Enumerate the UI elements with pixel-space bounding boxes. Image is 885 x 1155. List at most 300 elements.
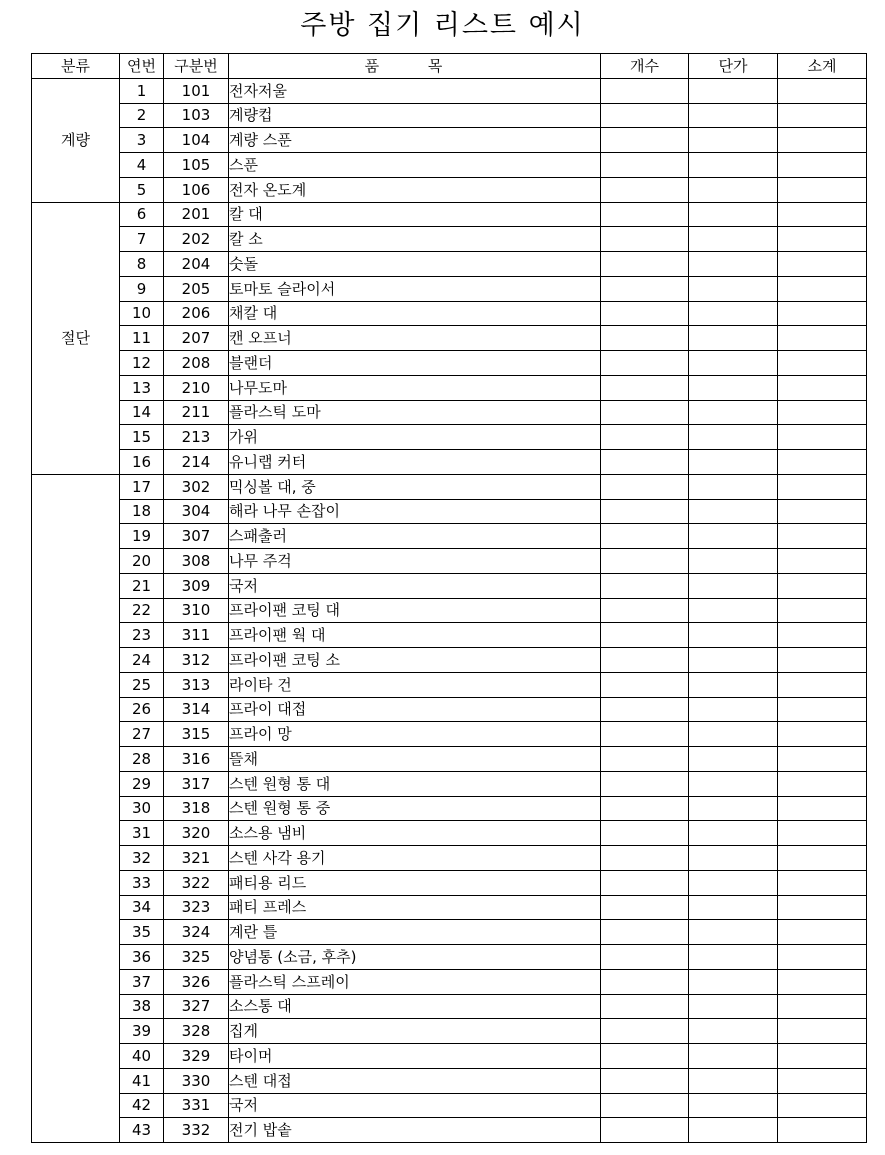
code-cell: 314 [164, 697, 229, 722]
code-cell: 329 [164, 1044, 229, 1069]
count-cell [601, 821, 689, 846]
header-count: 개수 [601, 54, 689, 79]
subtotal-cell [778, 771, 867, 796]
seq-cell: 2 [120, 103, 164, 128]
price-cell [689, 796, 778, 821]
subtotal-cell [778, 301, 867, 326]
item-name-cell: 국저 [229, 573, 601, 598]
subtotal-cell [778, 425, 867, 450]
seq-cell: 25 [120, 672, 164, 697]
price-cell [689, 375, 778, 400]
table-row [32, 895, 867, 920]
subtotal-cell [778, 920, 867, 945]
table-row [32, 648, 867, 673]
item-name-cell: 프라이팬 코팅 소 [229, 648, 601, 673]
seq-cell: 30 [120, 796, 164, 821]
code-cell: 104 [164, 128, 229, 153]
item-name-cell: 전기 밥솥 [229, 1118, 601, 1143]
seq-cell: 33 [120, 870, 164, 895]
seq-cell: 22 [120, 598, 164, 623]
code-cell: 330 [164, 1068, 229, 1093]
price-cell [689, 697, 778, 722]
code-cell: 312 [164, 648, 229, 673]
kitchen-items-table [31, 53, 867, 1143]
price-cell [689, 474, 778, 499]
item-name-cell: 소스통 대 [229, 994, 601, 1019]
subtotal-cell [778, 796, 867, 821]
subtotal-cell [778, 202, 867, 227]
code-cell: 211 [164, 400, 229, 425]
subtotal-cell [778, 326, 867, 351]
seq-cell: 28 [120, 747, 164, 772]
code-cell: 332 [164, 1118, 229, 1143]
table-row [32, 598, 867, 623]
item-name-cell: 캔 오프너 [229, 326, 601, 351]
subtotal-cell [778, 1019, 867, 1044]
subtotal-cell [778, 549, 867, 574]
code-cell: 324 [164, 920, 229, 945]
seq-cell: 7 [120, 227, 164, 252]
code-cell: 208 [164, 351, 229, 376]
count-cell [601, 1093, 689, 1118]
item-name-cell: 패티용 리드 [229, 870, 601, 895]
subtotal-cell [778, 1068, 867, 1093]
item-name-cell: 나무 주걱 [229, 549, 601, 574]
page-title: 주방 집기 리스트 예시 [300, 10, 585, 41]
item-name-cell: 플라스틱 스프레이 [229, 969, 601, 994]
code-cell: 206 [164, 301, 229, 326]
price-cell [689, 202, 778, 227]
subtotal-cell [778, 450, 867, 475]
table-row [32, 846, 867, 871]
code-cell: 311 [164, 623, 229, 648]
price-cell [689, 499, 778, 524]
item-name-cell: 블랜더 [229, 351, 601, 376]
code-cell: 309 [164, 573, 229, 598]
item-name-cell: 스텐 사각 용기 [229, 846, 601, 871]
item-name-cell: 패티 프레스 [229, 895, 601, 920]
item-name-cell: 계란 틀 [229, 920, 601, 945]
count-cell [601, 747, 689, 772]
category-cell [32, 474, 120, 1142]
seq-cell: 20 [120, 549, 164, 574]
item-name-cell: 유니랩 커터 [229, 450, 601, 475]
code-cell: 323 [164, 895, 229, 920]
code-cell: 318 [164, 796, 229, 821]
seq-cell: 24 [120, 648, 164, 673]
subtotal-cell [778, 375, 867, 400]
table-row [32, 78, 867, 103]
code-cell: 322 [164, 870, 229, 895]
price-cell [689, 771, 778, 796]
price-cell [689, 1068, 778, 1093]
code-cell: 317 [164, 771, 229, 796]
code-cell: 320 [164, 821, 229, 846]
code-cell: 103 [164, 103, 229, 128]
item-name-cell: 양념통 (소금, 후추) [229, 945, 601, 970]
price-cell [689, 351, 778, 376]
item-name-cell: 해라 나무 손잡이 [229, 499, 601, 524]
subtotal-cell [778, 821, 867, 846]
subtotal-cell [778, 648, 867, 673]
item-name-cell: 프라이 망 [229, 722, 601, 747]
subtotal-cell [778, 945, 867, 970]
code-cell: 201 [164, 202, 229, 227]
subtotal-cell [778, 524, 867, 549]
table-row [32, 450, 867, 475]
price-cell [689, 425, 778, 450]
table-row [32, 202, 867, 227]
price-cell [689, 870, 778, 895]
table-row [32, 771, 867, 796]
table-row [32, 1068, 867, 1093]
seq-cell: 42 [120, 1093, 164, 1118]
price-cell [689, 276, 778, 301]
table-row [32, 747, 867, 772]
table-row [32, 994, 867, 1019]
count-cell [601, 301, 689, 326]
item-name-cell: 토마토 슬라이서 [229, 276, 601, 301]
price-cell [689, 1044, 778, 1069]
subtotal-cell [778, 846, 867, 871]
seq-cell: 19 [120, 524, 164, 549]
table-row [32, 276, 867, 301]
item-name-cell: 숫돌 [229, 252, 601, 277]
table-row [32, 252, 867, 277]
code-cell: 202 [164, 227, 229, 252]
subtotal-cell [778, 1093, 867, 1118]
table-row [32, 375, 867, 400]
code-cell: 105 [164, 153, 229, 178]
seq-cell: 26 [120, 697, 164, 722]
subtotal-cell [778, 747, 867, 772]
subtotal-cell [778, 1118, 867, 1143]
header-row [32, 54, 867, 79]
table-row [32, 351, 867, 376]
count-cell [601, 227, 689, 252]
seq-cell: 43 [120, 1118, 164, 1143]
price-cell [689, 400, 778, 425]
price-cell [689, 78, 778, 103]
item-name-cell: 계량 스푼 [229, 128, 601, 153]
item-name-cell: 전자 온도계 [229, 177, 601, 202]
count-cell [601, 450, 689, 475]
subtotal-cell [778, 1044, 867, 1069]
item-name-cell: 스텐 원형 통 중 [229, 796, 601, 821]
table-row [32, 1019, 867, 1044]
item-name-cell: 칼 대 [229, 202, 601, 227]
item-name-cell: 집게 [229, 1019, 601, 1044]
count-cell [601, 1068, 689, 1093]
code-cell: 207 [164, 326, 229, 351]
price-cell [689, 177, 778, 202]
price-cell [689, 153, 778, 178]
price-cell [689, 301, 778, 326]
subtotal-cell [778, 276, 867, 301]
item-name-cell: 프라이 대접 [229, 697, 601, 722]
count-cell [601, 103, 689, 128]
subtotal-cell [778, 103, 867, 128]
count-cell [601, 78, 689, 103]
table-row [32, 499, 867, 524]
subtotal-cell [778, 351, 867, 376]
count-cell [601, 648, 689, 673]
count-cell [601, 895, 689, 920]
seq-cell: 12 [120, 351, 164, 376]
code-cell: 213 [164, 425, 229, 450]
table-row [32, 969, 867, 994]
header-category: 분류 [32, 54, 120, 79]
table-row [32, 153, 867, 178]
count-cell [601, 252, 689, 277]
price-cell [689, 1093, 778, 1118]
table-row [32, 177, 867, 202]
seq-cell: 21 [120, 573, 164, 598]
item-rows [32, 78, 867, 1142]
item-name-cell: 프라이팬 웍 대 [229, 623, 601, 648]
category-cell: 계량 [32, 78, 120, 202]
price-cell [689, 672, 778, 697]
subtotal-cell [778, 895, 867, 920]
item-name-cell: 라이타 건 [229, 672, 601, 697]
count-cell [601, 994, 689, 1019]
code-cell: 327 [164, 994, 229, 1019]
item-name-cell: 스푼 [229, 153, 601, 178]
subtotal-cell [778, 573, 867, 598]
seq-cell: 6 [120, 202, 164, 227]
seq-cell: 40 [120, 1044, 164, 1069]
seq-cell: 31 [120, 821, 164, 846]
seq-cell: 4 [120, 153, 164, 178]
subtotal-cell [778, 227, 867, 252]
item-name-cell: 전자저울 [229, 78, 601, 103]
code-cell: 302 [164, 474, 229, 499]
code-cell: 205 [164, 276, 229, 301]
seq-cell: 27 [120, 722, 164, 747]
seq-cell: 36 [120, 945, 164, 970]
table-row [32, 945, 867, 970]
table-row [32, 573, 867, 598]
table-row [32, 326, 867, 351]
count-cell [601, 425, 689, 450]
item-name-cell: 스패출러 [229, 524, 601, 549]
table-row [32, 549, 867, 574]
item-name-cell: 국저 [229, 1093, 601, 1118]
price-cell [689, 326, 778, 351]
price-cell [689, 598, 778, 623]
header-subtotal: 소계 [778, 54, 867, 79]
price-cell [689, 648, 778, 673]
seq-cell: 17 [120, 474, 164, 499]
table-row [32, 672, 867, 697]
table-row [32, 1044, 867, 1069]
seq-cell: 8 [120, 252, 164, 277]
subtotal-cell [778, 994, 867, 1019]
seq-cell: 34 [120, 895, 164, 920]
item-name-cell: 나무도마 [229, 375, 601, 400]
code-cell: 331 [164, 1093, 229, 1118]
subtotal-cell [778, 78, 867, 103]
seq-cell: 15 [120, 425, 164, 450]
count-cell [601, 474, 689, 499]
subtotal-cell [778, 474, 867, 499]
price-cell [689, 450, 778, 475]
code-cell: 316 [164, 747, 229, 772]
count-cell [601, 598, 689, 623]
price-cell [689, 821, 778, 846]
code-cell: 308 [164, 549, 229, 574]
seq-cell: 23 [120, 623, 164, 648]
price-cell [689, 103, 778, 128]
table-row [32, 623, 867, 648]
seq-cell: 3 [120, 128, 164, 153]
subtotal-cell [778, 697, 867, 722]
item-name-cell: 소스용 냄비 [229, 821, 601, 846]
price-cell [689, 920, 778, 945]
table-row [32, 1093, 867, 1118]
price-cell [689, 524, 778, 549]
count-cell [601, 351, 689, 376]
count-cell [601, 549, 689, 574]
header-code: 구분번 [164, 54, 229, 79]
subtotal-cell [778, 153, 867, 178]
item-name-cell: 계량컵 [229, 103, 601, 128]
subtotal-cell [778, 672, 867, 697]
count-cell [601, 499, 689, 524]
seq-cell: 16 [120, 450, 164, 475]
count-cell [601, 202, 689, 227]
count-cell [601, 573, 689, 598]
item-name-cell: 칼 소 [229, 227, 601, 252]
seq-cell: 32 [120, 846, 164, 871]
count-cell [601, 1044, 689, 1069]
code-cell: 204 [164, 252, 229, 277]
price-cell [689, 722, 778, 747]
count-cell [601, 697, 689, 722]
seq-cell: 41 [120, 1068, 164, 1093]
price-cell [689, 1118, 778, 1143]
table-row [32, 227, 867, 252]
table-row [32, 301, 867, 326]
price-cell [689, 623, 778, 648]
count-cell [601, 375, 689, 400]
table-row [32, 920, 867, 945]
count-cell [601, 846, 689, 871]
price-cell [689, 252, 778, 277]
table-row [32, 796, 867, 821]
price-cell [689, 994, 778, 1019]
item-name-cell: 뜰채 [229, 747, 601, 772]
code-cell: 210 [164, 375, 229, 400]
code-cell: 101 [164, 78, 229, 103]
table-row [32, 697, 867, 722]
code-cell: 313 [164, 672, 229, 697]
price-cell [689, 895, 778, 920]
count-cell [601, 1118, 689, 1143]
table-row [32, 103, 867, 128]
seq-cell: 18 [120, 499, 164, 524]
count-cell [601, 128, 689, 153]
subtotal-cell [778, 177, 867, 202]
price-cell [689, 549, 778, 574]
seq-cell: 38 [120, 994, 164, 1019]
price-cell [689, 1019, 778, 1044]
table-row [32, 400, 867, 425]
code-cell: 310 [164, 598, 229, 623]
count-cell [601, 276, 689, 301]
count-cell [601, 400, 689, 425]
header-seq: 연번 [120, 54, 164, 79]
seq-cell: 29 [120, 771, 164, 796]
subtotal-cell [778, 623, 867, 648]
item-name-cell: 프라이팬 코팅 대 [229, 598, 601, 623]
header-item: 품 목 [229, 54, 601, 79]
subtotal-cell [778, 128, 867, 153]
seq-cell: 1 [120, 78, 164, 103]
code-cell: 328 [164, 1019, 229, 1044]
table-row [32, 870, 867, 895]
count-cell [601, 945, 689, 970]
subtotal-cell [778, 499, 867, 524]
table-row [32, 1118, 867, 1143]
seq-cell: 37 [120, 969, 164, 994]
seq-cell: 35 [120, 920, 164, 945]
seq-cell: 5 [120, 177, 164, 202]
subtotal-cell [778, 400, 867, 425]
subtotal-cell [778, 722, 867, 747]
price-cell [689, 747, 778, 772]
item-name-cell: 스텐 대접 [229, 1068, 601, 1093]
item-name-cell: 타이머 [229, 1044, 601, 1069]
count-cell [601, 153, 689, 178]
count-cell [601, 177, 689, 202]
subtotal-cell [778, 252, 867, 277]
table-row [32, 425, 867, 450]
code-cell: 214 [164, 450, 229, 475]
category-cell: 절단 [32, 202, 120, 474]
item-name-cell: 믹싱볼 대, 중 [229, 474, 601, 499]
price-cell [689, 128, 778, 153]
item-name-cell: 채칼 대 [229, 301, 601, 326]
code-cell: 304 [164, 499, 229, 524]
count-cell [601, 870, 689, 895]
count-cell [601, 771, 689, 796]
item-name-cell: 가위 [229, 425, 601, 450]
count-cell [601, 920, 689, 945]
price-cell [689, 945, 778, 970]
seq-cell: 10 [120, 301, 164, 326]
header-price: 단가 [689, 54, 778, 79]
subtotal-cell [778, 870, 867, 895]
count-cell [601, 672, 689, 697]
code-cell: 325 [164, 945, 229, 970]
code-cell: 307 [164, 524, 229, 549]
seq-cell: 39 [120, 1019, 164, 1044]
item-name-cell: 스텐 원형 통 대 [229, 771, 601, 796]
count-cell [601, 796, 689, 821]
count-cell [601, 969, 689, 994]
table-row [32, 128, 867, 153]
count-cell [601, 1019, 689, 1044]
price-cell [689, 573, 778, 598]
subtotal-cell [778, 598, 867, 623]
code-cell: 326 [164, 969, 229, 994]
seq-cell: 11 [120, 326, 164, 351]
subtotal-cell [778, 969, 867, 994]
price-cell [689, 969, 778, 994]
table-row [32, 722, 867, 747]
seq-cell: 14 [120, 400, 164, 425]
